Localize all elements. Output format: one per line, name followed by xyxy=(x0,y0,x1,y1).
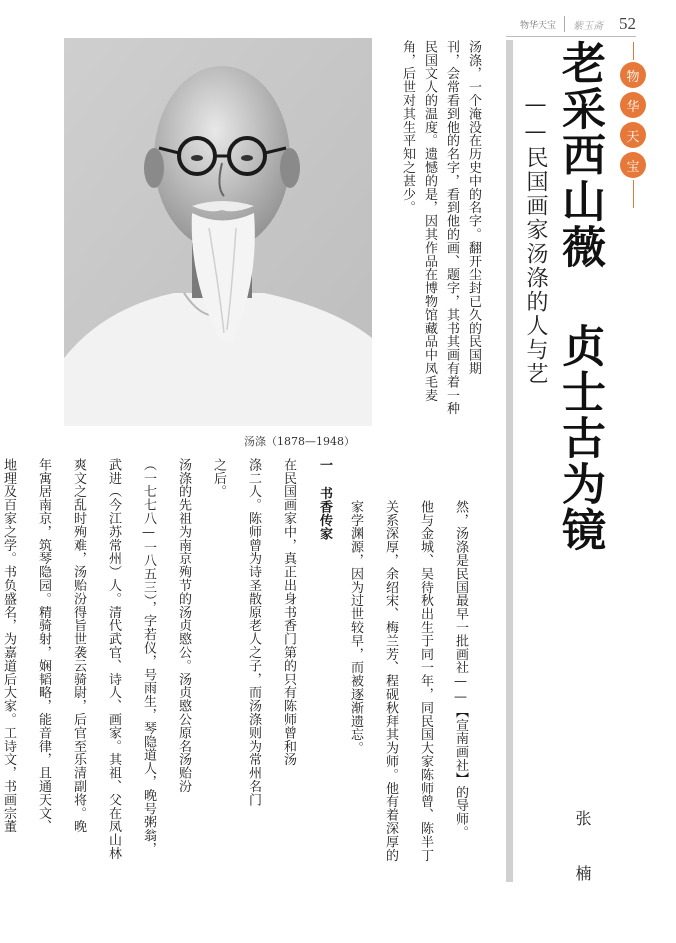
section-badge xyxy=(620,62,646,178)
article-title: 老采西山薇 贞士古为镜 xyxy=(554,40,605,553)
portrait-photo xyxy=(64,38,372,426)
badge-line-bottom xyxy=(633,180,634,208)
intro-paragraph xyxy=(376,40,484,432)
body-line: 涤二人。陈师曾为诗圣散原老人之子，而汤涤则为常州名门 xyxy=(246,458,261,807)
body-line: 之后。 xyxy=(211,458,226,499)
intro-line: 汤涤，一个淹没在历史中的名字。翻开尘封已久的民国期 xyxy=(466,40,481,375)
body-lower-paragraph xyxy=(1,458,348,878)
body-line: （一七七八—一八五三），字若仪，号雨生，琴隐道人，晚号粥翁， xyxy=(141,458,156,856)
intro-line: 刊，会常看到他的名字，看到他的画、题字，其书其画有着一种 xyxy=(444,40,459,416)
body-line: 在民国画家中，真正出身书香门第的只有陈师曾和汤 xyxy=(281,458,296,767)
body-line: 武进（今江苏常州）人。清代武官、诗人、画家。其祖、父在凤山林 xyxy=(106,458,121,860)
article-subtitle: ——民国画家汤涤的人与艺 xyxy=(523,92,548,386)
body-line: 地理及百家之学。书负盛名，为嘉道后大家。工诗文，书画宗董 xyxy=(1,458,16,834)
badge-line-top xyxy=(633,42,634,60)
header-section-name: 物华天宝 xyxy=(519,20,556,31)
body-line: 汤涤的先祖为南京殉节的汤贞愍公。汤贞愍公原名汤贻汾 xyxy=(176,458,191,793)
badge-char: 物 xyxy=(620,62,646,88)
header-divider xyxy=(564,16,565,32)
photo-caption: 汤涤（1878—1948） xyxy=(244,435,355,448)
body-line: 家学渊源，因为过世较早，而被逐渐遗忘。 xyxy=(348,500,363,755)
intro-line: 民国文人的温度。遗憾的是，因其作品在博物馆藏品中凤毛麦 xyxy=(422,40,437,402)
intro-line: 角，后世对其生平知之甚少。 xyxy=(400,40,415,215)
badge-char: 宝 xyxy=(620,152,646,178)
portrait-illustration xyxy=(64,38,372,426)
body-line: 年寓居南京，筑琴隐园。精骑射，娴韬略，能音律，且通天文、 xyxy=(36,458,51,834)
header-rule xyxy=(506,36,636,37)
page-number: 52 xyxy=(619,14,636,33)
header-logo: 紫玉斋 xyxy=(573,20,603,32)
body-line: 然，汤涤是民国最早一批画社——【宣南画社】的导师。 xyxy=(453,500,468,839)
badge-char: 天 xyxy=(620,122,646,148)
body-line: 爽文之乱时殉难，汤贻汾得旨世袭云骑尉，后官至乐清副将。晚 xyxy=(71,458,86,834)
body-line: 他与金城、吴待秋出生于同一年，同民国大家陈师曾、陈半丁 xyxy=(418,500,433,862)
badge-char: 华 xyxy=(620,92,646,118)
body-line: 关系深厚，余绍宋、梅兰芳、程砚秋拜其为师。他有着深厚的 xyxy=(383,500,398,862)
author-name: 张 楠 xyxy=(573,810,592,891)
page-header xyxy=(520,14,636,34)
section-heading: 一 书香传家 xyxy=(317,458,332,541)
body-upper-paragraph xyxy=(348,500,484,880)
